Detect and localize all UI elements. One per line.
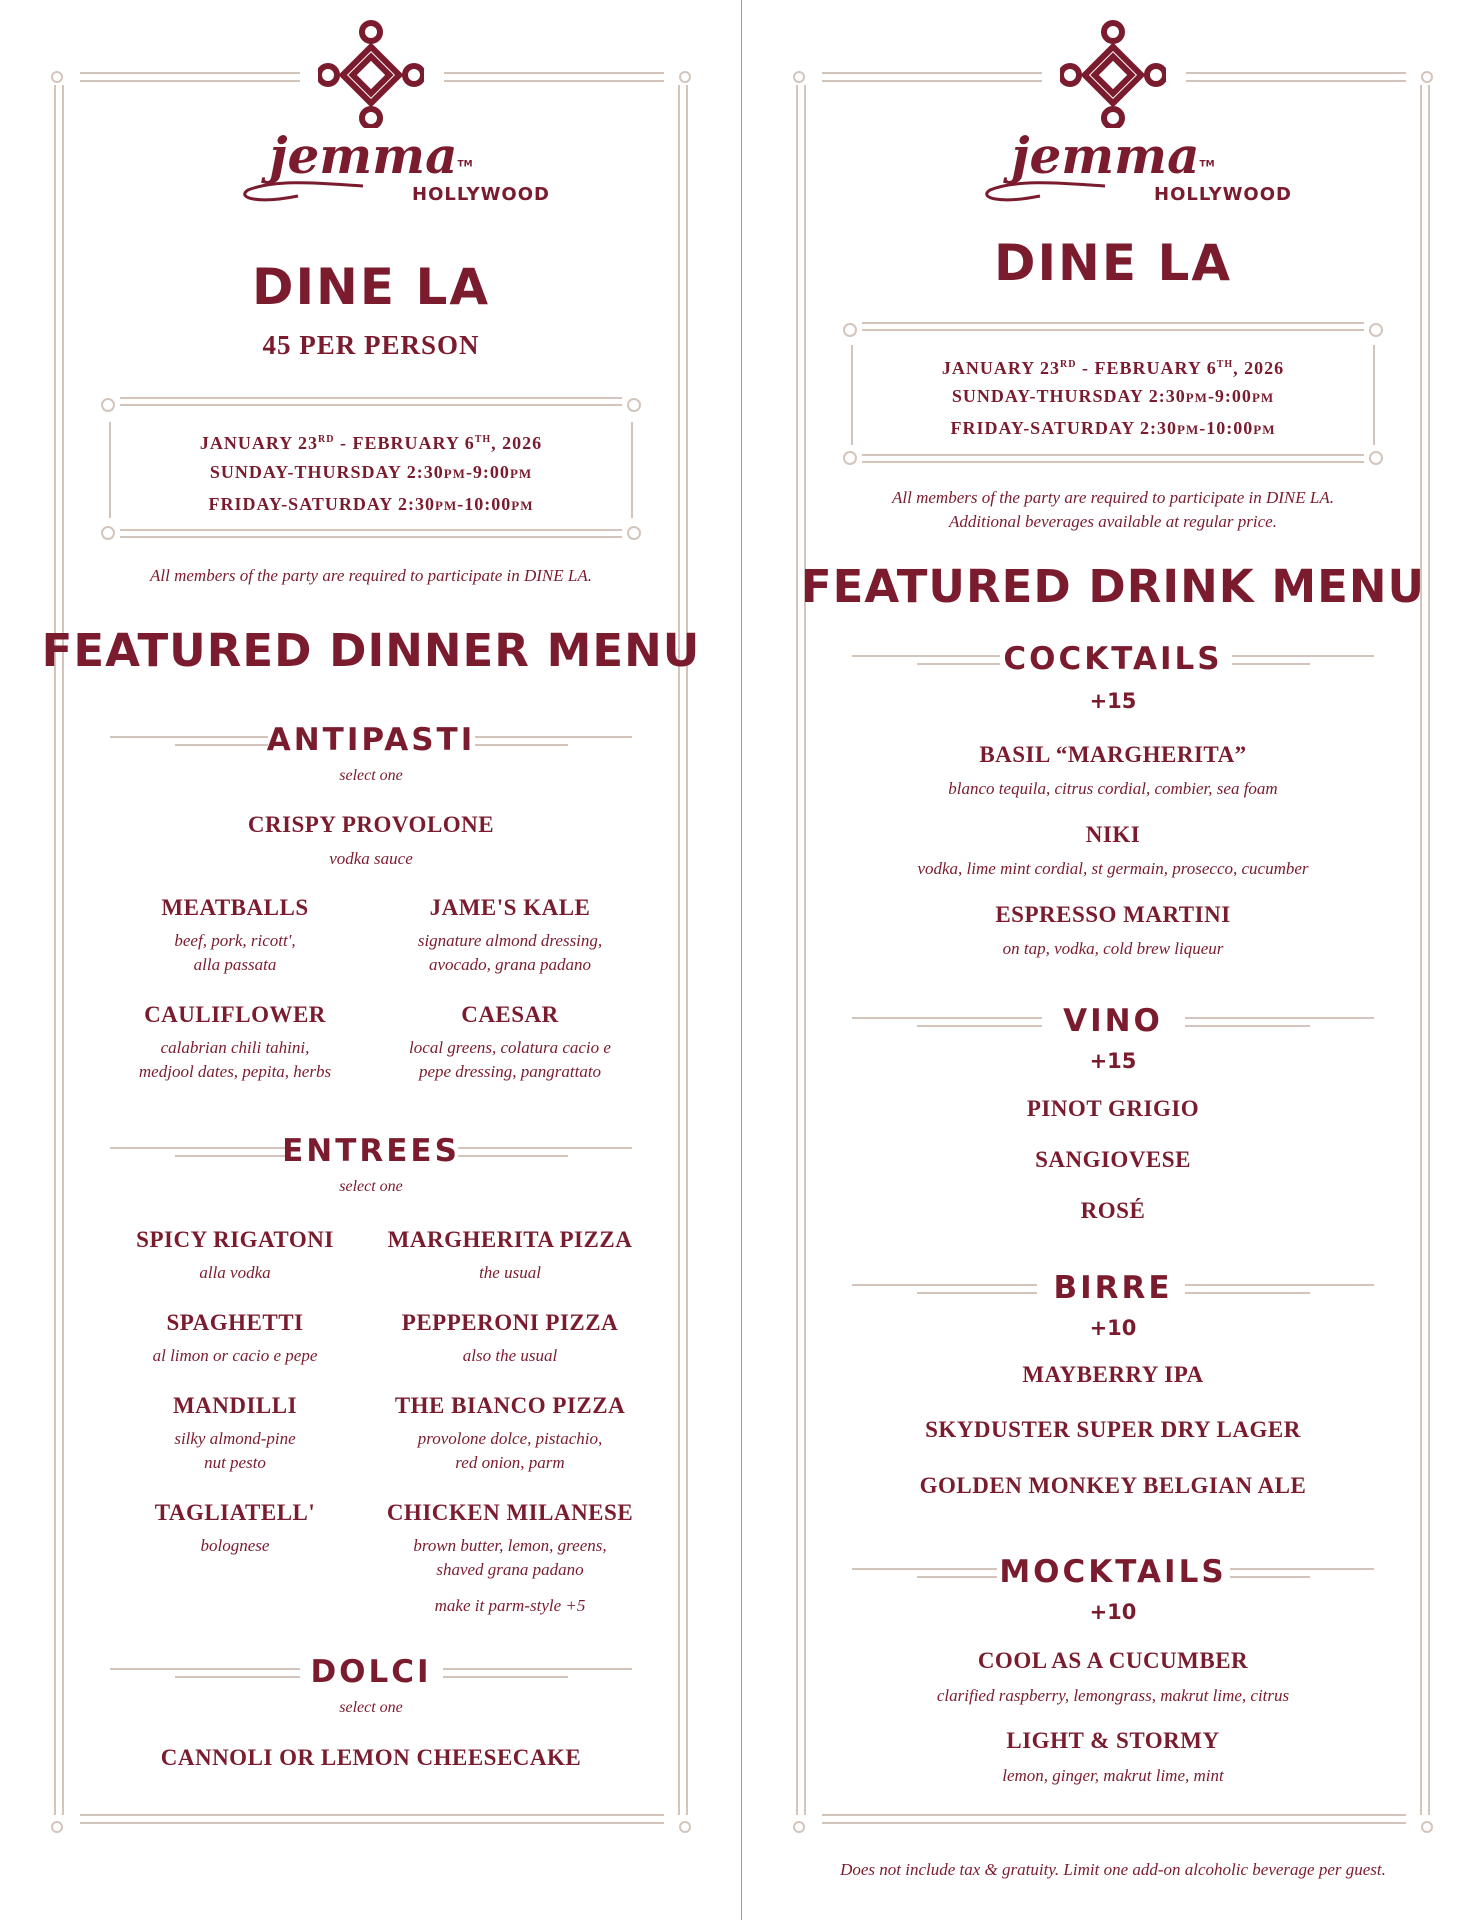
select-one-note: select one (339, 1178, 403, 1195)
drink-menu-page (742, 0, 1484, 1920)
brand-trademark: TM (1199, 159, 1215, 170)
menu-item-desc: alla passata (193, 955, 277, 974)
menu-item-name: TAGLIATELL' (154, 1500, 316, 1525)
menu-item-name: CHICKEN MILANESE (386, 1500, 634, 1525)
menu-item (95, 1500, 375, 1558)
menu-item-addon: make it parm-style +5 (434, 1596, 586, 1615)
menu-item-desc: vodka, lime mint cordial, st germain, prosecco, cucumber (917, 859, 1309, 878)
section-price: +10 (1089, 1600, 1137, 1624)
menu-item-desc: avocado, grana padano (429, 955, 591, 974)
select-one-note: select one (339, 767, 403, 784)
brand-logo (0, 126, 742, 185)
menu-item-desc: bolognese (200, 1536, 270, 1555)
menu-item-name: SANGIOVESE (1035, 1147, 1191, 1172)
section-price: +15 (1089, 689, 1137, 713)
menu-item-name: CRISPY PROVOLONE (247, 812, 495, 837)
select-one-note: select one (339, 1699, 403, 1716)
section-title-mocktails: MOCKTAILS (999, 1554, 1227, 1590)
date-range: JANUARY 23RD - FEBRUARY 6TH, 2026 (941, 358, 1285, 378)
section-price: +15 (1089, 1049, 1137, 1073)
menu-item-name: LIGHT & STORMY (1006, 1728, 1220, 1753)
menu-item-name: SKYDUSTER SUPER DRY LAGER (925, 1417, 1301, 1442)
brand-logo (742, 126, 1484, 185)
menu-item-name: MARGHERITA PIZZA (387, 1227, 633, 1252)
menu-item-desc: red onion, parm (455, 1453, 565, 1472)
section-price: +10 (1089, 1316, 1137, 1340)
menu-item-desc: beef, pork, ricott', (174, 931, 296, 950)
knot-logo-icon (1060, 18, 1166, 128)
menu-title: FEATURED DINNER MENU (41, 624, 701, 677)
menu-item-name: ROSÉ (1080, 1198, 1146, 1223)
menu-item-name: SPICY RIGATONI (136, 1227, 334, 1252)
menu-item-desc: vodka sauce (329, 849, 413, 868)
brand-location: HOLLYWOOD (1154, 184, 1292, 205)
menu-item-desc: alla vodka (199, 1263, 271, 1282)
menu-item-desc: pepe dressing, pangrattato (418, 1062, 602, 1081)
menu-item-name: CANNOLI OR LEMON CHEESECAKE (160, 1745, 582, 1770)
menu-item (95, 895, 375, 977)
beverage-note: Additional beverages available at regular price. (949, 512, 1277, 531)
knot-logo-icon (318, 18, 424, 128)
brand-trademark: TM (457, 159, 473, 170)
menu-item-desc: medjool dates, pepita, herbs (138, 1062, 332, 1081)
menu-item-name: SPAGHETTI (166, 1310, 304, 1335)
menu-item-desc: provolone dolce, pistachio, (417, 1429, 603, 1448)
section-title-antipasti: ANTIPASTI (266, 722, 476, 758)
section-title-dolci: DOLCI (310, 1654, 432, 1690)
section-title-birre: BIRRE (1053, 1270, 1173, 1306)
brand-name: jemma (269, 126, 458, 185)
menu-item-desc: brown butter, lemon, greens, (413, 1536, 607, 1555)
menu-item-desc: lemon, ginger, makrut lime, mint (1002, 1766, 1224, 1785)
menu-item-name: ESPRESSO MARTINI (995, 902, 1231, 927)
menu-item-name: CAESAR (461, 1002, 559, 1027)
hours-fri-sat: FRIDAY-SATURDAY 2:30PM-10:00PM (208, 494, 534, 514)
menu-item-desc: clarified raspberry, lemongrass, makrut lime, citrus (936, 1686, 1290, 1705)
menu-item (370, 1393, 650, 1475)
section-title-entrees: ENTREES (282, 1133, 460, 1169)
page-title: DINE LA (993, 234, 1233, 292)
menu-item-desc: also the usual (462, 1346, 558, 1365)
menu-item-name: PINOT GRIGIO (1026, 1096, 1200, 1121)
brand-name: jemma (1011, 126, 1200, 185)
participation-note: All members of the party are required to participate in DINE LA. (892, 488, 1334, 507)
menu-item (370, 1500, 650, 1618)
menu-item-name: COOL AS A CUCUMBER (977, 1648, 1249, 1673)
menu-item-desc: signature almond dressing, (417, 931, 603, 950)
menu-item-desc: the usual (479, 1263, 541, 1282)
menu-item-name: MAYBERRY IPA (1022, 1362, 1204, 1387)
menu-item-name: CAULIFLOWER (144, 1002, 326, 1027)
hours-sun-thu: SUNDAY-THURSDAY 2:30PM-9:00PM (951, 386, 1275, 406)
price-per-person: 45 PER PERSON (262, 330, 480, 360)
menu-item (95, 1310, 375, 1368)
menu-item-name: PEPPERONI PIZZA (401, 1310, 619, 1335)
menu-item (95, 1002, 375, 1084)
menu-item-name: MANDILLI (172, 1393, 298, 1418)
section-title-cocktails: COCKTAILS (1003, 641, 1223, 677)
menu-item-name: JAME'S KALE (429, 895, 591, 920)
menu-item (370, 1002, 650, 1084)
menu-item (95, 1227, 375, 1285)
menu-item-desc: blanco tequila, citrus cordial, combier, sea foam (948, 779, 1278, 798)
menu-item-desc: calabrian chili tahini, (160, 1038, 310, 1057)
menu-item (95, 1393, 375, 1475)
menu-item-name: NIKI (1085, 822, 1141, 847)
participation-note: All members of the party are required to participate in DINE LA. (150, 566, 592, 585)
menu-item-desc: silky almond-pine (174, 1429, 296, 1448)
menu-title: FEATURED DRINK MENU (800, 560, 1426, 613)
hours-fri-sat: FRIDAY-SATURDAY 2:30PM-10:00PM (950, 418, 1276, 438)
menu-item-desc: local greens, colatura cacio e (409, 1038, 611, 1057)
section-title-vino: VINO (1063, 1003, 1163, 1039)
menu-item-name: THE BIANCO PIZZA (394, 1393, 626, 1418)
date-range: JANUARY 23RD - FEBRUARY 6TH, 2026 (199, 433, 543, 453)
menu-item-desc: al limon or cacio e pepe (152, 1346, 318, 1365)
menu-item-name: MEATBALLS (161, 895, 309, 920)
menu-item-desc: shaved grana padano (436, 1560, 584, 1579)
menu-item-name: GOLDEN MONKEY BELGIAN ALE (919, 1473, 1307, 1498)
menu-item-name: BASIL “MARGHERITA” (979, 742, 1247, 767)
page-title: DINE LA (251, 258, 491, 316)
menu-item-desc: nut pesto (204, 1453, 266, 1472)
menu-item (370, 1227, 650, 1285)
brand-location: HOLLYWOOD (412, 184, 550, 205)
menu-item (370, 895, 650, 977)
menu-item (370, 1310, 650, 1368)
menu-item-desc: on tap, vodka, cold brew liqueur (1002, 939, 1224, 958)
hours-sun-thu: SUNDAY-THURSDAY 2:30PM-9:00PM (209, 462, 533, 482)
footer-note: Does not include tax & gratuity. Limit one add-on alcoholic beverage per guest. (840, 1860, 1386, 1879)
